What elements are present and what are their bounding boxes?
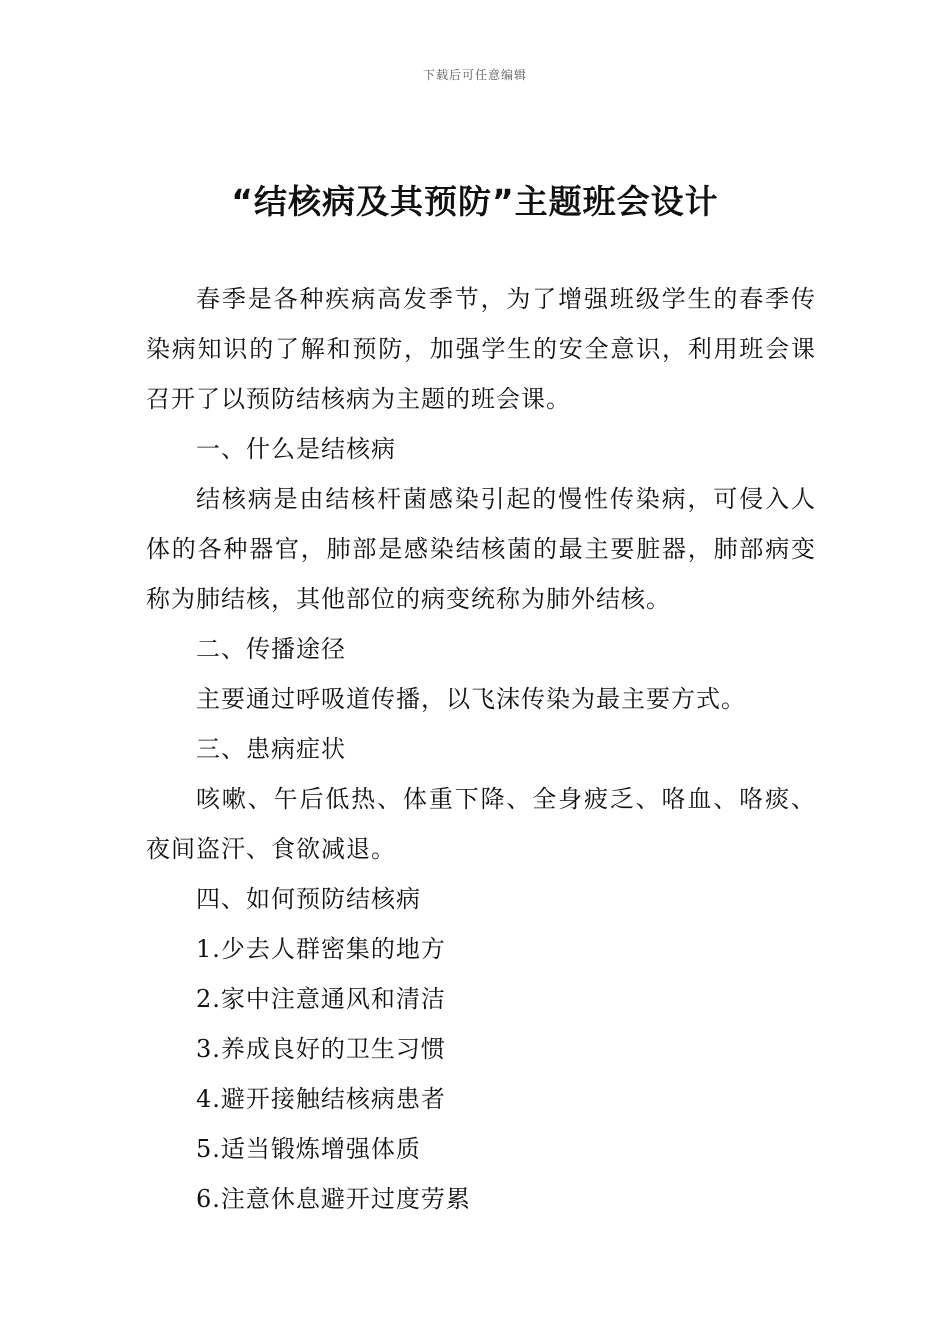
- transmission-paragraph: 主要通过呼吸道传播，以飞沫传染为最主要方式。: [196, 685, 746, 713]
- prevention-item: 3.养成良好的卫生习惯: [196, 1035, 446, 1063]
- definition-paragraph: 结核病是由结核杆菌感染引起的慢性传染病，可侵入人体的各种器官，肺部是感染结核菌的最主要脏器，肺部病变称为肺结核，其他部位的病变统称为肺外结核。: [146, 485, 816, 613]
- prevention-item: 1.少去人群密集的地方: [196, 935, 446, 963]
- section-heading-symptoms: 三、患病症状: [196, 735, 346, 763]
- symptoms-paragraph: 咳嗽、午后低热、体重下降、全身疲乏、咯血、咯痰、夜间盗汗、食欲减退。: [146, 785, 816, 863]
- section-heading-transmission: 二、传播途径: [196, 635, 346, 663]
- prevention-item: 5.适当锻炼增强体质: [196, 1135, 421, 1163]
- section-heading-what-is-tb: 一、什么是结核病: [196, 435, 396, 463]
- section-heading-prevention: 四、如何预防结核病: [196, 885, 421, 913]
- document-body: [146, 274, 816, 1224]
- intro-paragraph: 春季是各种疾病高发季节，为了增强班级学生的春季传染病知识的了解和预防，加强学生的安全意识，利用班会课召开了以预防结核病为主题的班会课。: [146, 285, 816, 413]
- header-note: 下载后可任意编辑: [422, 68, 527, 82]
- document-title: “结核病及其预防”主题班会设计: [231, 182, 719, 221]
- prevention-item: 6.注意休息避开过度劳累: [196, 1185, 471, 1213]
- prevention-item: 2.家中注意通风和清洁: [196, 985, 446, 1013]
- prevention-item: 4.避开接触结核病患者: [196, 1085, 446, 1113]
